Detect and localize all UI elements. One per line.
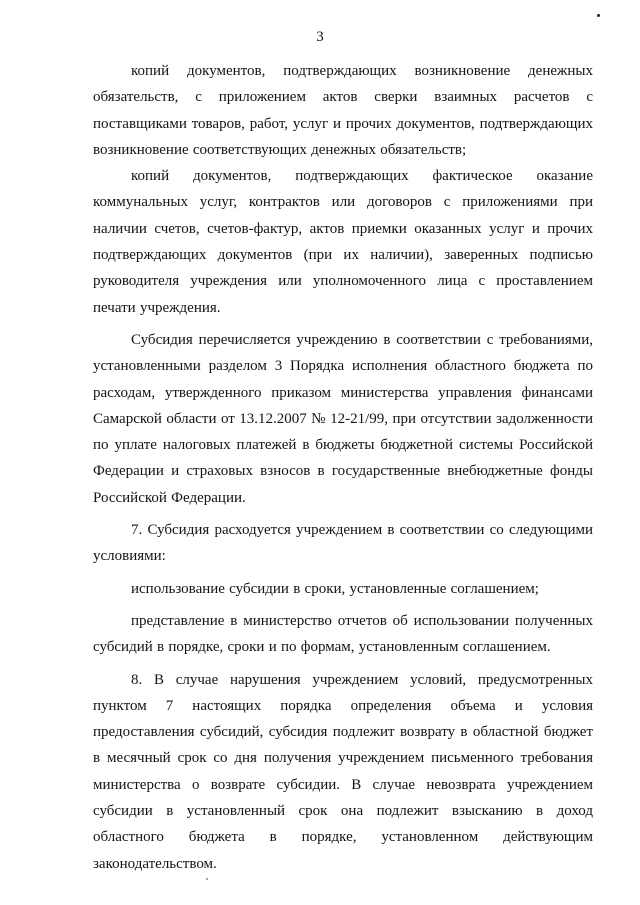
paragraph-documents-utilities: копий документов, подтверждающих фактическое оказание коммунальных услуг, контрактов или договоров с приложениями при наличии счетов, счетов-фактур, актов приемки оказанных услуг и прочих подтверждающих документов (при их наличии), заверенных подписью руководителя учреждения или уполномоченного лица с проставлением печати учреждения. (93, 168, 593, 316)
paragraph-documents-obligations: копий документов, подтверждающих возникновение денежных обязательств, с приложением актов сверки взаимных расчетов с поставщиками товаров, работ, услуг и прочих документов, подтверждающих возникновение соответствующих денежных обязательств; (93, 63, 593, 158)
paragraph-clause-7: 7. Субсидия расходуется учреждением в соответствии со следующими условиями: (93, 522, 593, 565)
paragraph-condition-deadlines: использование субсидии в сроки, установленные соглашением; (131, 580, 539, 597)
scan-mark (597, 14, 600, 17)
page-number: 3 (316, 29, 324, 45)
paragraph-subsidy-transfer: Субсидия перечисляется учреждению в соответствии с требованиями, установленными разделом 3 Порядка исполнения областного бюджета по расходам, утвержденного приказом министерства управления финансами Самарской области от 13.12.2007 № 12-21/99, при отсутствии задолженности по уплате налоговых платежей в бюджеты бюджетной системы Российской Федерации и страховых взносов в государственные внебюджетные фонды Российской Федерации. (93, 331, 593, 506)
paragraph-clause-8: 8. В случае нарушения учреждением условий, предусмотренных пунктом 7 настоящих порядка определения объема и условия предоставления субсидий, субсидия подлежит возврату в областной бюджет в месячный срок со дня получения учреждением письменного требования министерства о возврате субсидии. В случае невозврата учреждением субсидии в установленный срок она подлежит взысканию в доход областного бюджета в порядке, установленном действующим законодательством. (93, 671, 593, 872)
scan-speck (206, 878, 208, 880)
paragraph-condition-reports: представление в министерство отчетов об использовании полученных субсидий в порядке, сроки и по формам, установленным соглашением. (93, 612, 593, 656)
document-body (93, 58, 593, 877)
